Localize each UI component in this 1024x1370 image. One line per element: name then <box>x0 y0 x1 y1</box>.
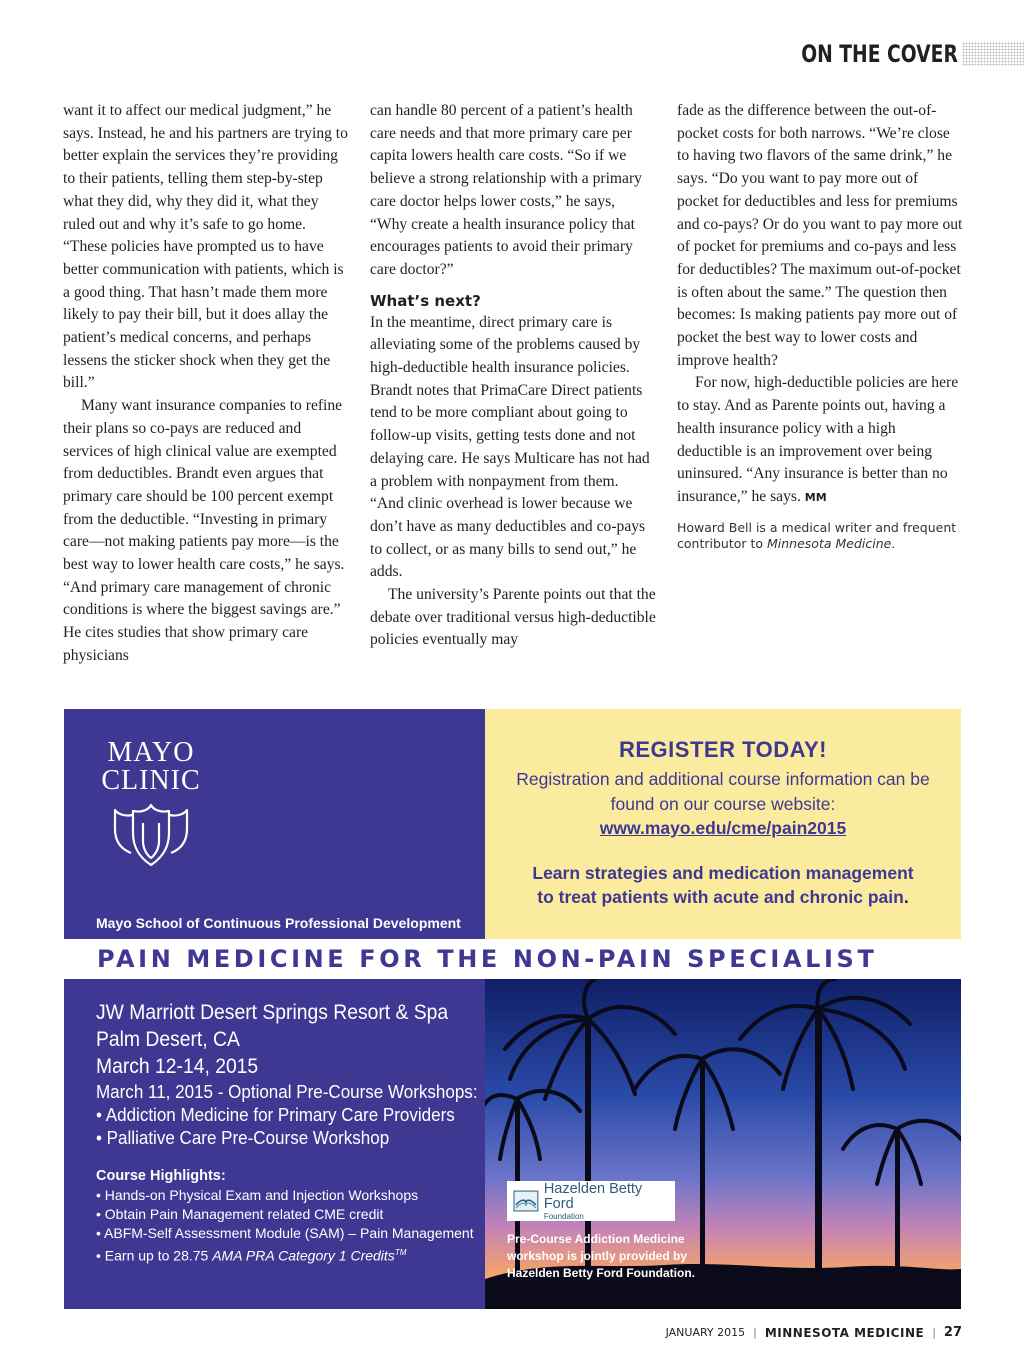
highlight-item <box>96 1243 485 1266</box>
hbf-name: Hazelden Betty Ford <box>543 1180 643 1212</box>
paragraph: want it to affect our medical judgment,” he says. Instead, he and his partners are trying to better explain the services they’re providing to their patients, telling them step-by-step what they did, why they did it, what they ruled out and why it’s safe to go home. “These policies have prompted us to have better communication with patients, which is a good thing. That hasn’t made them more likely to pay their bill, but it does allay the patient’s medical concerns, and perhaps lessens the sticker shock when they get the bill.” <box>63 102 348 392</box>
bio-end: . <box>891 535 896 551</box>
hbf-foundation: Foundation <box>543 1211 584 1221</box>
highlights-title: Course Highlights: <box>96 1168 226 1184</box>
register-info: Registration and additional course information can be found on our course website: <box>516 769 930 814</box>
course-title: PAIN MEDICINE FOR THE NON-PAIN SPECIALIST <box>97 945 878 973</box>
joint-provider-note: Pre-Course Addiction Medicine workshop is jointly provided by Hazelden Betty Ford Foundation. <box>507 1232 695 1280</box>
end-mark: MM <box>804 490 827 504</box>
advertisement <box>64 709 961 1309</box>
hazelden-logo-icon <box>513 1190 539 1212</box>
section-label: ON THE COVER <box>801 40 958 68</box>
highlight-item: • Hands-on Physical Exam and Injection Workshops <box>96 1187 419 1203</box>
learn-text: Learn strategies and medication management to treat patients with acute and chronic pain <box>532 862 914 907</box>
workshop-item: • Palliative Care Pre-Course Workshop <box>96 1127 390 1148</box>
section-header <box>794 38 1024 70</box>
paragraph: In the meantime, direct primary care is alleviating some of the problems caused by high-deductible health insurance policies. Brandt notes that PrimaCare Direct patients tend to be more compliant about going to follow-up visits, getting tests done and not delaying care. He says Multicare has not had a problem with nonpayment from them. “And clinic overhead is lower because we don’t have as many deductibles and co-pays to collect, or as many bills to send out,” he adds. <box>370 313 650 581</box>
mayo-clinic-logo <box>96 739 206 867</box>
register-panel <box>485 709 961 939</box>
paragraph-text: For now, high-deductible policies are here to stay. And as Parente points out, having a health insurance policy with a high deductible is an improvement over being uninsured. “Any insurance is better than no insurance,” he says. <box>677 374 959 505</box>
register-text <box>485 767 961 841</box>
palm-photo-panel <box>485 979 961 1309</box>
learn-period: . <box>903 887 909 907</box>
register-title: REGISTER TODAY! <box>619 737 827 762</box>
article-column-2 <box>370 100 656 652</box>
author-bio <box>677 520 963 552</box>
article-column-1 <box>63 100 349 668</box>
ad-logo-panel <box>64 709 485 939</box>
paragraph <box>677 372 963 509</box>
course-dates: March 12-14, 2015 <box>96 1055 259 1078</box>
bio-publication: Minnesota Medicine <box>767 535 892 551</box>
course-website-link[interactable]: www.mayo.edu/cme/pain2015 <box>599 818 847 838</box>
highlight-item: • ABFM-Self Assessment Module (SAM) – Pain Management <box>96 1225 474 1241</box>
footer-separator: | <box>753 1326 757 1339</box>
paragraph: can handle 80 percent of a patient’s health care needs and that more primary care per capita lowers health care costs. “So if we believe a strong relationship with a primary care doctor helps lower costs,” he says, “Why create a health insurance policy that encourages patients to avoid their primary care doctor?” <box>370 102 642 278</box>
logo-text: CLINIC <box>101 765 201 796</box>
subheading: What’s next? <box>370 291 481 310</box>
issue-date: JANUARY 2015 <box>665 1326 746 1339</box>
school-name: Mayo School of Continuous Professional Development <box>96 915 461 931</box>
paragraph: The university’s Parente points out that the debate over traditional versus high-deductible policies eventually may <box>370 586 656 649</box>
highlight-text: • Earn up to 28.75 <box>96 1247 213 1264</box>
credits-name: AMA PRA Category 1 Credits <box>212 1247 395 1264</box>
highlight-item: • Obtain Pain Management related CME credit <box>96 1206 384 1222</box>
footer-separator: | <box>932 1326 936 1339</box>
bio-text: Howard Bell is a medical writer and frequent contributor to <box>677 519 957 551</box>
trademark: TM <box>394 1248 407 1257</box>
logo-text: MAYO <box>107 737 195 768</box>
workshop-item: • Addiction Medicine for Primary Care Providers <box>96 1104 455 1125</box>
hazelden-betty-ford-logo <box>507 1181 675 1221</box>
paragraph: fade as the difference between the out-of-pocket costs for both narrows. “We’re close to having two flavors of the same drink,” he says. “Do you want to pay more out of pocket for deductibles and less for premiums and co-pays? Or do you want to pay more out of pocket for premiums and co-pays and less for deductibles? The maximum out-of-pocket is often about the same.” The question then becomes: Is making patients pay more out of pocket the best way to lower costs and improve health? <box>677 102 963 369</box>
learn-statement <box>485 861 961 910</box>
page-number: 27 <box>943 1325 962 1340</box>
article-column-3 <box>677 100 963 552</box>
course-title-banner <box>64 939 961 979</box>
hbf-wordmark <box>544 1182 675 1221</box>
city: Palm Desert, CA <box>96 1028 240 1051</box>
magazine-name: MINNESOTA MEDICINE <box>764 1325 925 1340</box>
dot-pattern <box>962 42 1024 66</box>
page-footer <box>666 1325 962 1340</box>
precourse-date: March 11, 2015 - Optional Pre-Course Workshops: <box>96 1081 478 1102</box>
article-body <box>63 100 963 670</box>
shield-icon <box>113 801 189 867</box>
venue: JW Marriott Desert Springs Resort & Spa <box>96 1001 449 1024</box>
paragraph: Many want insurance companies to refine their plans so co-pays are reduced and services of high clinical value are exempted from deductibles. Brandt even argues that primary care should be 100 percent exempt from the deductible. “Investing in primary care—not making patients pay more—is the best way to lower health care costs,” he says. “And primary care management of chronic conditions is where the biggest savings are.” He cites studies that show primary care physicians <box>63 397 345 664</box>
course-details-panel <box>64 979 485 1309</box>
